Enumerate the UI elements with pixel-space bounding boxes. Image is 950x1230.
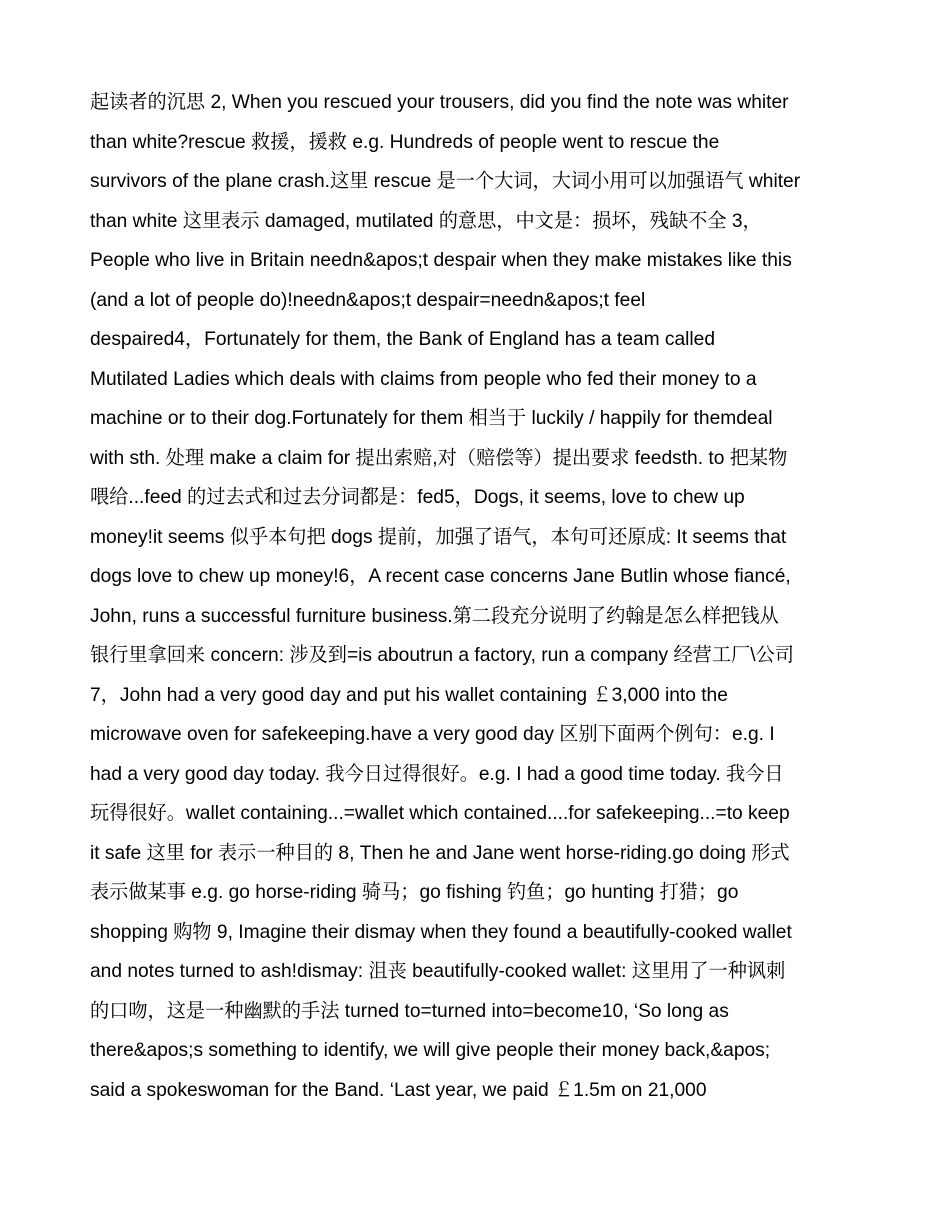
text-line: despaired4，Fortunately for them, the Bank of England has a team called [90, 329, 716, 350]
text-line: had a very good day today. 我今日过得很好。e.g. I had a good time today. 我今日 [90, 763, 784, 785]
text-line: it safe 这里 for 表示一种目的 8, Then he and Jane went horse-riding.go doing 形式 [90, 842, 790, 864]
text-line: microwave oven for safekeeping.have a very good day 区别下面两个例句：e.g. I [90, 724, 775, 745]
text-line: 喂给...feed 的过去式和过去分词都是：fed5，Dogs, it seems, love to chew up [90, 487, 745, 508]
text-line: survivors of the plane crash.这里 rescue 是一个大词，大词小用可以加强语气 whiter [90, 171, 801, 192]
text-line: money!it seems 似乎本句把 dogs 提前，加强了语气，本句可还原成: It seems that [90, 526, 787, 548]
text-line: 的口吻，这是一种幽默的手法 turned to=turned into=become10, ‘So long as [90, 1000, 729, 1022]
text-line: than white 这里表示 damaged, mutilated 的意思，中文是：损坏，残缺不全 3， [90, 210, 762, 232]
text-line: 玩得很好。wallet containing...=wallet which contained....for safekeeping...=to keep [90, 803, 790, 824]
text-line: 起读者的沉思 2, When you rescued your trousers, did you find the note was whiter [90, 92, 789, 113]
text-line: shopping 购物 9, Imagine their dismay when they found a beautifully-cooked wallet [90, 921, 792, 943]
text-line: with sth. 处理 make a claim for 提出索赔,对（赔偿等）提出要求 feedsth. to 把某物 [90, 447, 788, 469]
text-line: and notes turned to ash!dismay: 沮丧 beautifully-cooked wallet: 这里用了一种讽刺 [90, 961, 786, 982]
text-line: (and a lot of people do)!needn&apos;t despair=needn&apos;t feel [90, 289, 646, 311]
text-line: there&apos;s something to identify, we will give people their money back,&apos; [90, 1040, 771, 1061]
text-line: 银行里拿回来 concern: 涉及到=is aboutrun a factory, run a company 经营工厂\公司 [90, 645, 794, 666]
text-line: machine or to their dog.Fortunately for them 相当于 luckily / happily for themdeal [90, 408, 773, 429]
text-line: 表示做某事 e.g. go horse-riding 骑马；go fishing 钓鱼；go hunting 打猎；go [90, 882, 739, 903]
text-line: said a spokeswoman for the Band. ‘Last year, we paid ￡1.5m on 21,000 [90, 1079, 707, 1101]
document-body [90, 83, 890, 1110]
text-line: than white?rescue 救援，援救 e.g. Hundreds of people went to rescue the [90, 131, 720, 153]
text-line: 7，John had a very good day and put his wallet containing ￡3,000 into the [90, 684, 728, 706]
text-line: People who live in Britain needn&apos;t despair when they make mistakes like this [90, 250, 792, 271]
text-line: dogs love to chew up money!6，A recent case concerns Jane Butlin whose fiancé, [90, 566, 791, 587]
text-line: John, runs a successful furniture business.第二段充分说明了约翰是怎么样把钱从 [90, 605, 779, 627]
text-line: Mutilated Ladies which deals with claims from people who fed their money to a [90, 368, 757, 390]
